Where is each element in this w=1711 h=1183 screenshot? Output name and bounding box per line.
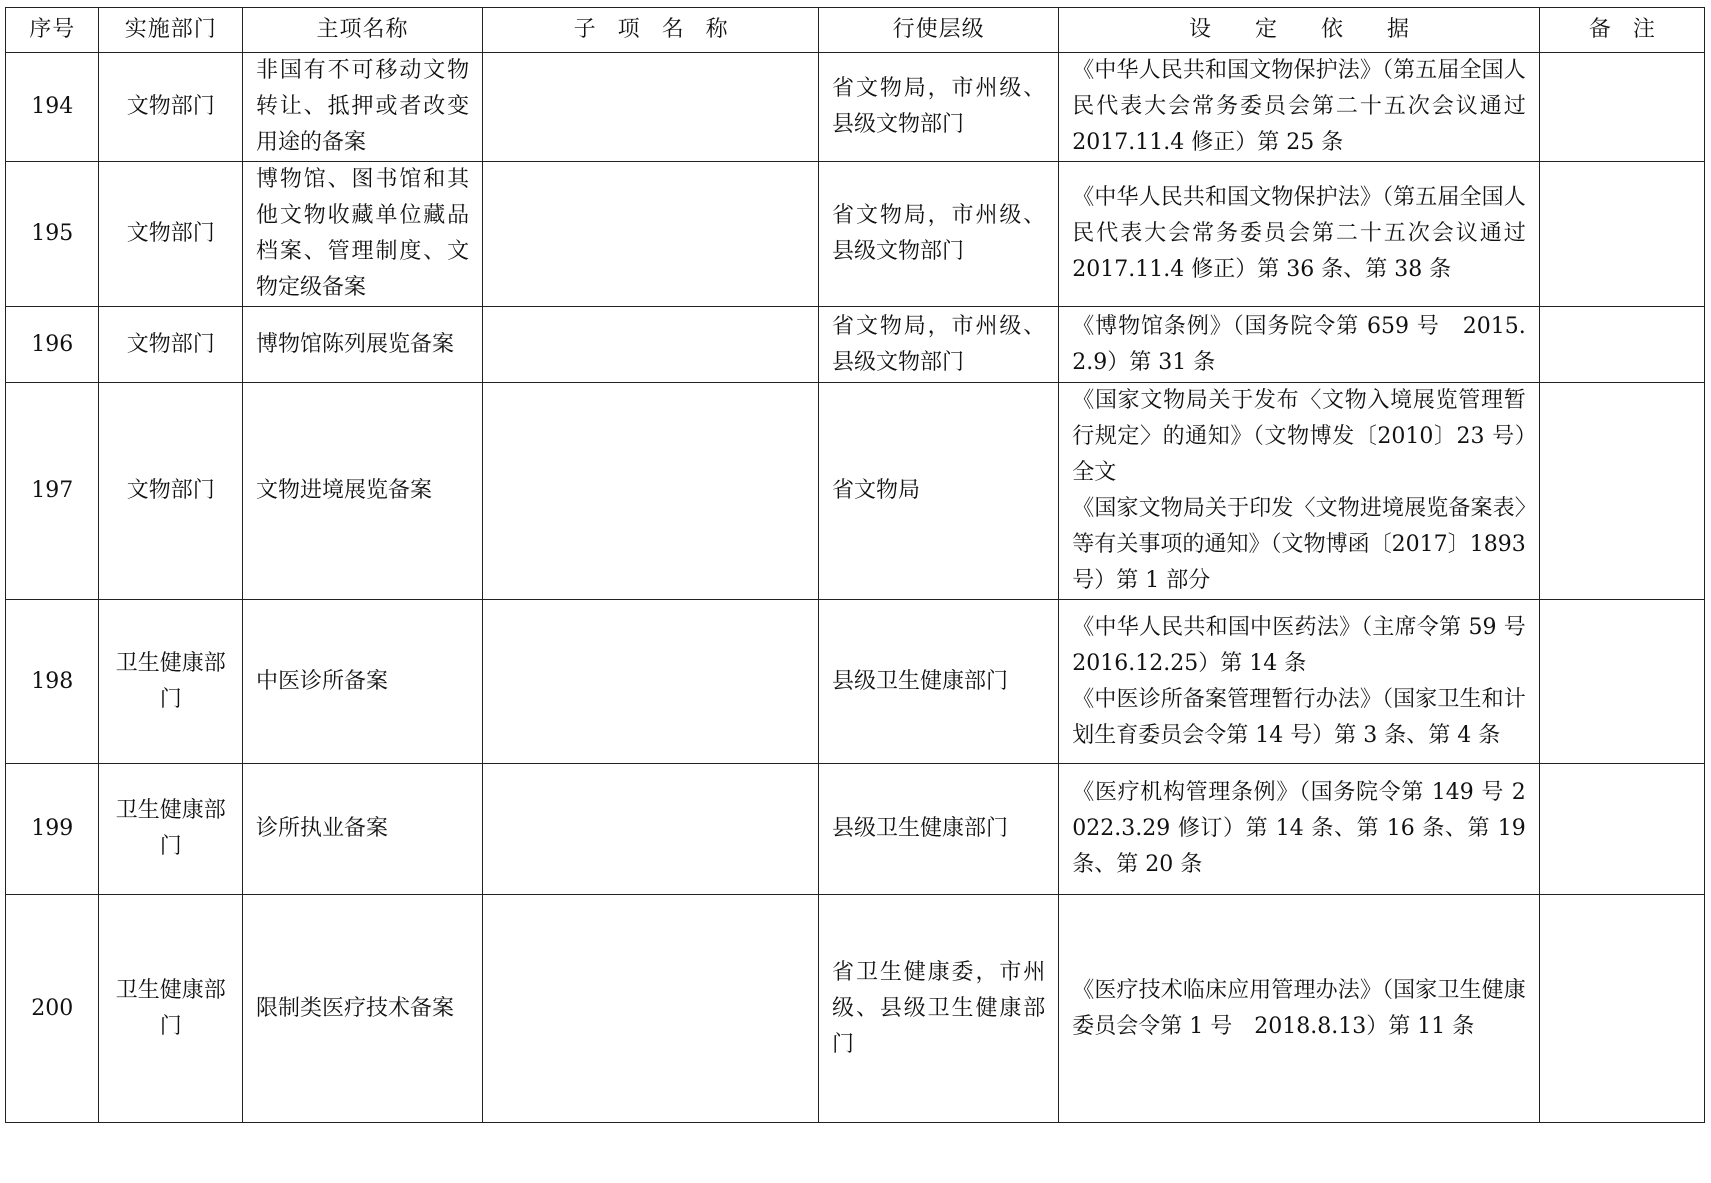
row-serial-number: 196 bbox=[6, 307, 99, 383]
row-department: 卫生健康部门 bbox=[99, 600, 242, 764]
row-sub-item bbox=[483, 53, 819, 162]
basis-line: 《国家文物局关于发布〈文物入境展览管理暂行规定〉的通知》（文物博发〔2010〕23 号）全文 bbox=[1072, 388, 1526, 485]
row-main-item: 博物馆陈列展览备案 bbox=[242, 307, 482, 383]
basis-line: 《国家文物局关于印发〈文物进境展览备案表〉等有关事项的通知》（文物博函〔2017〕1893 号）第 1 部分 bbox=[1072, 496, 1526, 593]
row-remarks bbox=[1539, 383, 1704, 600]
basis-line: 《中华人民共和国文物保护法》（第五届全国人民代表大会常务委员会第二十五次会议通过 2017.11.4 修正）第 36 条、第 38 条 bbox=[1072, 185, 1548, 282]
table-row bbox=[6, 53, 1705, 162]
header-sub-item: 子 项 名 称 bbox=[483, 8, 819, 53]
row-basis bbox=[1059, 895, 1539, 1123]
row-serial-number: 200 bbox=[6, 895, 99, 1123]
row-sub-item bbox=[483, 600, 819, 764]
table-row bbox=[6, 600, 1705, 764]
row-remarks bbox=[1539, 600, 1704, 764]
row-department: 文物部门 bbox=[99, 53, 242, 162]
table-row bbox=[6, 307, 1705, 383]
table-row bbox=[6, 895, 1705, 1123]
header-level: 行使层级 bbox=[819, 8, 1059, 53]
row-sub-item bbox=[483, 895, 819, 1123]
row-remarks bbox=[1539, 895, 1704, 1123]
row-level: 省文物局 bbox=[819, 383, 1059, 600]
row-basis bbox=[1059, 600, 1539, 764]
basis-line: 《中医诊所备案管理暂行办法》（国家卫生和计划生育委员会令第 14 号）第 3 条、第 4 条 bbox=[1072, 686, 1526, 748]
row-level: 省文物局，市州级、县级文物部门 bbox=[819, 53, 1059, 162]
header-remarks: 备 注 bbox=[1539, 8, 1704, 53]
basis-line: 《医疗技术临床应用管理办法》（国家卫生健康委员会令第 1 号 2018.8.13）第 11 条 bbox=[1072, 977, 1526, 1039]
row-sub-item bbox=[483, 307, 819, 383]
basis-line: 《博物馆条例》（国务院令第 659 号 2015.2.9）第 31 条 bbox=[1072, 313, 1526, 375]
row-remarks bbox=[1539, 307, 1704, 383]
row-main-item: 非国有不可移动文物转让、抵押或者改变用途的备案 bbox=[242, 53, 482, 162]
row-remarks bbox=[1539, 764, 1704, 895]
row-sub-item bbox=[483, 162, 819, 307]
row-level: 县级卫生健康部门 bbox=[819, 600, 1059, 764]
row-main-item: 中医诊所备案 bbox=[242, 600, 482, 764]
row-basis bbox=[1059, 764, 1539, 895]
row-main-item: 限制类医疗技术备案 bbox=[242, 895, 482, 1123]
filing-items-table bbox=[5, 7, 1705, 1123]
row-sub-item bbox=[483, 383, 819, 600]
table-row bbox=[6, 383, 1705, 600]
row-basis bbox=[1059, 53, 1548, 162]
row-department: 文物部门 bbox=[99, 162, 242, 307]
header-serial-number: 序号 bbox=[6, 8, 99, 53]
row-remarks bbox=[1539, 53, 1704, 162]
basis-line: 《医疗机构管理条例》（国务院令第 149 号 2022.3.29 修订）第 14 条、第 16 条、第 19 条、第 20 条 bbox=[1072, 780, 1526, 877]
row-department: 卫生健康部门 bbox=[99, 895, 242, 1123]
row-level: 省卫生健康委，市州级、县级卫生健康部门 bbox=[819, 895, 1059, 1123]
row-department: 文物部门 bbox=[99, 383, 242, 600]
row-serial-number: 197 bbox=[6, 383, 99, 600]
header-department: 实施部门 bbox=[99, 8, 242, 53]
row-level: 省文物局，市州级、县级文物部门 bbox=[819, 162, 1059, 307]
row-level: 县级卫生健康部门 bbox=[819, 764, 1059, 895]
header-basis: 设 定 依 据 bbox=[1059, 8, 1539, 53]
basis-line: 《中华人民共和国中医药法》（主席令第 59 号 2016.12.25）第 14 条 bbox=[1072, 614, 1526, 676]
row-basis bbox=[1059, 162, 1548, 307]
row-main-item: 文物进境展览备案 bbox=[242, 383, 482, 600]
table-row bbox=[6, 162, 1705, 307]
row-serial-number: 199 bbox=[6, 764, 99, 895]
row-main-item: 博物馆、图书馆和其他文物收藏单位藏品档案、管理制度、文物定级备案 bbox=[242, 162, 482, 307]
header-row bbox=[6, 8, 1705, 53]
row-department: 文物部门 bbox=[99, 307, 242, 383]
row-main-item: 诊所执业备案 bbox=[242, 764, 482, 895]
row-department: 卫生健康部门 bbox=[99, 764, 242, 895]
row-remarks bbox=[1539, 162, 1704, 307]
header-main-item: 主项名称 bbox=[242, 8, 482, 53]
row-basis bbox=[1059, 383, 1539, 600]
table-row bbox=[6, 764, 1705, 895]
row-serial-number: 194 bbox=[6, 53, 99, 162]
row-basis bbox=[1059, 307, 1539, 383]
row-sub-item bbox=[483, 764, 819, 895]
row-serial-number: 198 bbox=[6, 600, 99, 764]
row-level: 省文物局，市州级、县级文物部门 bbox=[819, 307, 1059, 383]
basis-line: 《中华人民共和国文物保护法》（第五届全国人民代表大会常务委员会第二十五次会议通过 2017.11.4 修正）第 25 条 bbox=[1072, 58, 1548, 155]
row-serial-number: 195 bbox=[6, 162, 99, 307]
